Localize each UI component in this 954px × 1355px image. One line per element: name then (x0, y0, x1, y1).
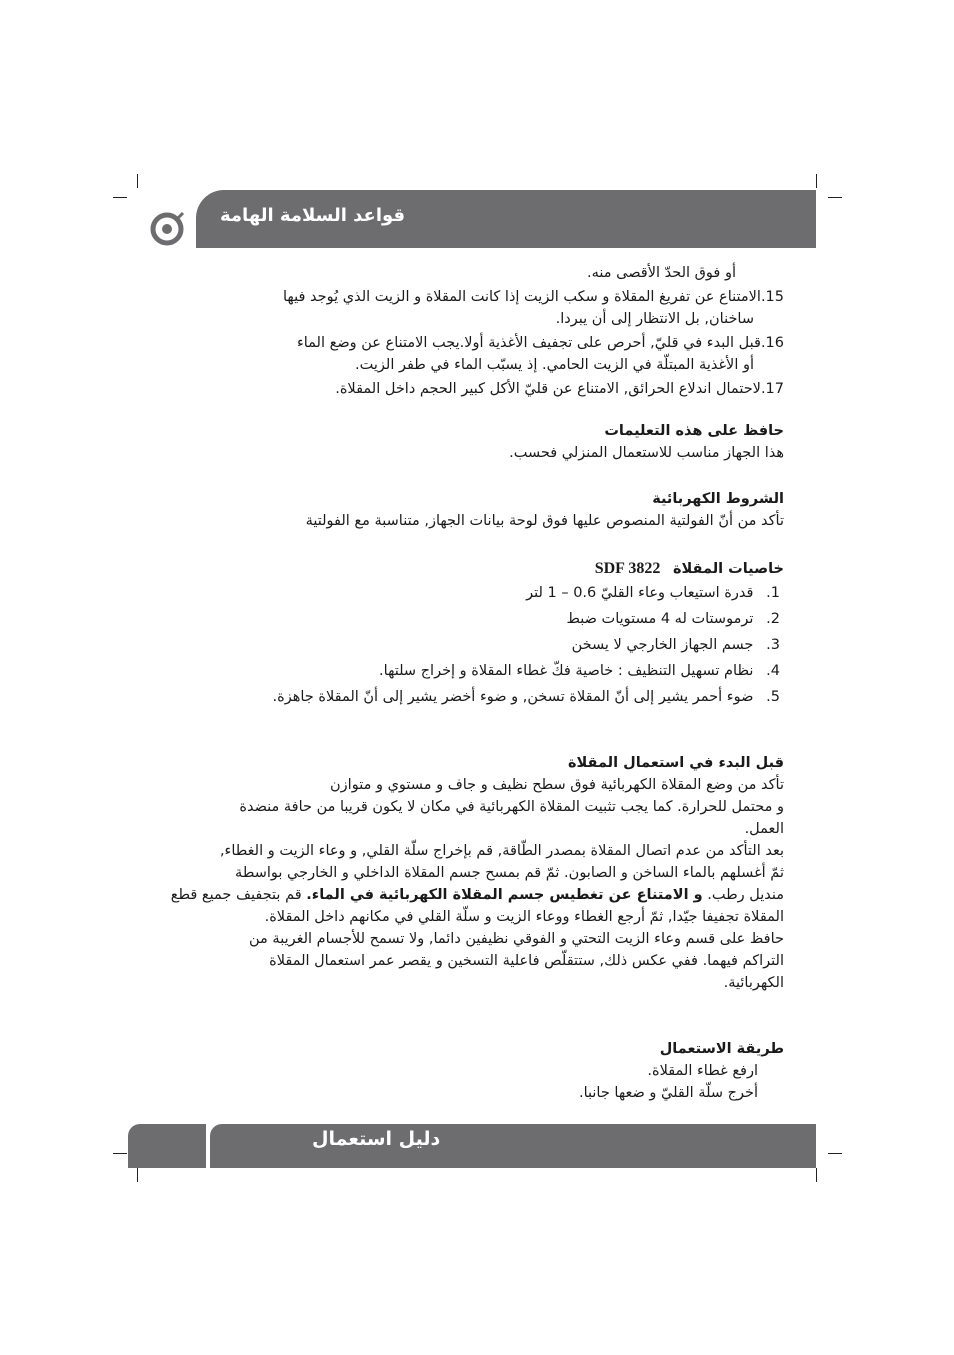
usage-step: ارفع غطاء المقلاة. (647, 1063, 758, 1079)
crop-mark (828, 1153, 842, 1154)
crop-mark (816, 174, 817, 188)
crop-mark (137, 174, 138, 188)
paragraph-line: المقلاة تجفيفا جيّدا, ثمّ أرجع الغطاء ووعاء الزيت و سلّة القلي في مكانهم داخل المقلاة. (264, 909, 784, 925)
footer-bar (210, 1124, 816, 1168)
footer-title: دليل استعمال (312, 1128, 441, 1150)
item-text: الامتناع عن تفريغ المقلاة و سكب الزيت إذا كانت المقلاة و الزيت الذي يُوجد فيها (283, 289, 761, 305)
text-run: قم بتجفيف جميع قطع (170, 887, 302, 903)
item-text: ضوء أحمر يشير إلى أنّ المقلاة تسخن, و ضوء أخضر يشير إلى أنّ المقلاة جاهزة. (272, 689, 754, 705)
section-text: تأكد من أنّ الفولتية المنصوص عليها فوق لوحة بيانات الجهاز, متناسبة مع الفولتية (305, 513, 784, 529)
list-item (184, 580, 780, 606)
paragraph-line: العمل. (744, 821, 784, 837)
item-text: لاحتمال اندلاع الحرائق, الامتناع عن قليّ الأكل كبير الحجم داخل المقلاة. (335, 381, 761, 397)
section-heading: حافظ على هذه التعليمات (604, 423, 784, 439)
item-number: 16. (760, 335, 784, 351)
list-item (184, 632, 780, 658)
features-heading (184, 558, 784, 580)
safety-item-line: ساخنان, بل الانتظار إلى أن يبردا. (555, 311, 754, 327)
keep-instructions-section (184, 420, 784, 464)
electrical-section (184, 488, 784, 532)
item-number: 4. (766, 663, 780, 679)
paragraph-line: الكهربائية. (723, 975, 784, 991)
safety-item-line: أو الأغذية المبتلّة في الزيت الحامي. إذ يسبّب الماء في طفر الزيت. (355, 357, 754, 373)
section-heading: قبل البدء في استعمال المقلاة (567, 755, 784, 771)
safety-item-15 (184, 286, 784, 330)
crop-mark (113, 1153, 127, 1154)
footer-tab (128, 1124, 206, 1168)
crop-mark (816, 1168, 817, 1182)
safety-item-line (184, 286, 784, 308)
usage-section (184, 1038, 784, 1104)
paragraph-line: و محتمل للحرارة. كما يجب تثبيت المقلاة الكهربائية في مكان لا يكون قريبا من حافة منضدة (239, 799, 784, 815)
paragraph-line: التراكم فيهما. ففي عكس ذلك, ستتقلّص فاعلية التسخين و يقصر عمر استعمال المقلاة (269, 953, 784, 969)
usage-step: أخرج سلّة القليّ و ضعها جانبا. (578, 1085, 758, 1101)
paragraph-line: ثمّ أغسلهم بالماء الساخن و الصابون. ثمّ قم بمسح جسم المقلاة الداخلي و الخارجي بواسطة (235, 865, 784, 881)
features-section (184, 558, 784, 710)
safety-item-line (184, 332, 784, 354)
item-text: قدرة استيعاب وعاء القليّ 0.6 – 1 لتر (526, 585, 754, 601)
crop-mark (137, 1168, 138, 1182)
intro-line: أو فوق الحدّ الأقصى منه. (587, 265, 736, 281)
text-run: منديل رطب. (707, 887, 784, 903)
model-number: SDF 3822 (594, 560, 661, 577)
safety-item-16 (184, 332, 784, 376)
paragraph-line: بعد التأكد من عدم اتصال المقلاة بمصدر الطّاقة, قم بإخراج سلّة القلي, و وعاء الزيت و الغطاء, (219, 843, 784, 859)
list-item (184, 658, 780, 684)
item-text: نظام تسهيل التنظيف : خاصية فكّ غطاء المقلاة و إخراج سلتها. (379, 663, 754, 679)
safety-item-17 (184, 378, 784, 400)
item-number: 2. (766, 611, 780, 627)
brand-logo-icon (150, 212, 184, 246)
crop-mark (113, 197, 127, 198)
section-text: هذا الجهاز مناسب للاستعمال المنزلي فحسب. (509, 445, 784, 461)
crop-mark (828, 197, 842, 198)
list-item (184, 606, 780, 632)
features-list (184, 580, 784, 710)
item-number: 15. (760, 289, 784, 305)
item-text: قبل البدء في قليّ, أحرص على تجفيف الأغذية أولا.يجب الامتناع عن وضع الماء (296, 335, 761, 351)
section-heading: الشروط الكهربائية (652, 491, 784, 507)
page-title: قواعد السلامة الهامة (220, 205, 406, 226)
item-text: ترموستات له 4 مستويات ضبط (566, 611, 754, 627)
item-number: 17. (760, 381, 784, 397)
paragraph-line (164, 884, 784, 906)
paragraph-line: تأكد من وضع المقلاة الكهربائية فوق سطح نظيف و جاف و مستوي و متوازن (330, 777, 784, 793)
section-heading: طريقة الاستعمال (659, 1041, 784, 1057)
item-number: 1. (766, 585, 780, 601)
before-use-section (164, 752, 784, 994)
safety-continued (198, 262, 758, 284)
item-text: جسم الجهاز الخارجي لا يسخن (571, 637, 754, 653)
list-item (184, 684, 780, 710)
section-heading: خاصيات المقلاة (672, 561, 784, 577)
paragraph-line: حافظ على قسم وعاء الزيت التحتي و الفوقي نظيفين دائما, ولا تسمح للأجسام الغريبة من (249, 931, 784, 947)
item-number: 3. (766, 637, 780, 653)
safety-item-line (184, 378, 784, 400)
warning-text: و الامتناع عن تغطيس جسم المقلاة الكهربائية في الماء. (306, 887, 703, 903)
item-number: 5. (766, 689, 780, 705)
